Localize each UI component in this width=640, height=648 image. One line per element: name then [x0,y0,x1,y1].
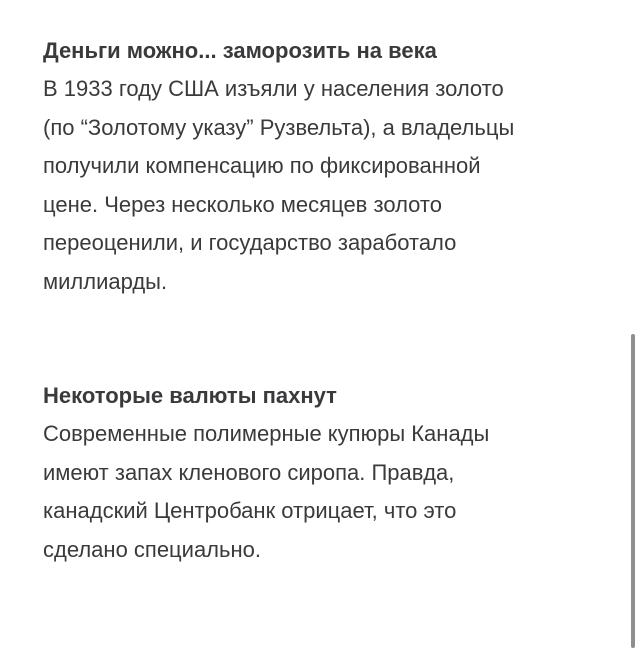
paragraph-line: получили компенсацию по фиксированной [43,153,481,178]
vertical-scrollbar[interactable] [631,334,635,648]
paragraph-line: переоценили, и государство заработало [43,230,457,255]
section-heading: Деньги можно... заморозить на века [43,38,437,63]
paragraph-line: В 1933 году США изъяли у населения золото [43,76,504,101]
section-heading: Некоторые валюты пахнут [43,383,337,408]
paragraph-line: цене. Через несколько месяцев золото [43,191,442,217]
fact-section-scented-currency [43,377,613,569]
fact-section-frozen-money [43,32,613,301]
paragraph-line: (по “Золотому указу” Рузвельта), а владельцы [43,114,515,140]
paragraph-line: канадский Центробанк отрицает, что это [43,498,457,523]
paragraph-line: миллиарды. [43,268,168,294]
paragraph-line: имеют запах кленового сиропа. Правда, [43,459,455,485]
article-body [43,32,613,569]
paragraph-line: Современные полимерные купюры Канады [43,421,490,446]
paragraph-line: сделано специально. [43,536,261,562]
